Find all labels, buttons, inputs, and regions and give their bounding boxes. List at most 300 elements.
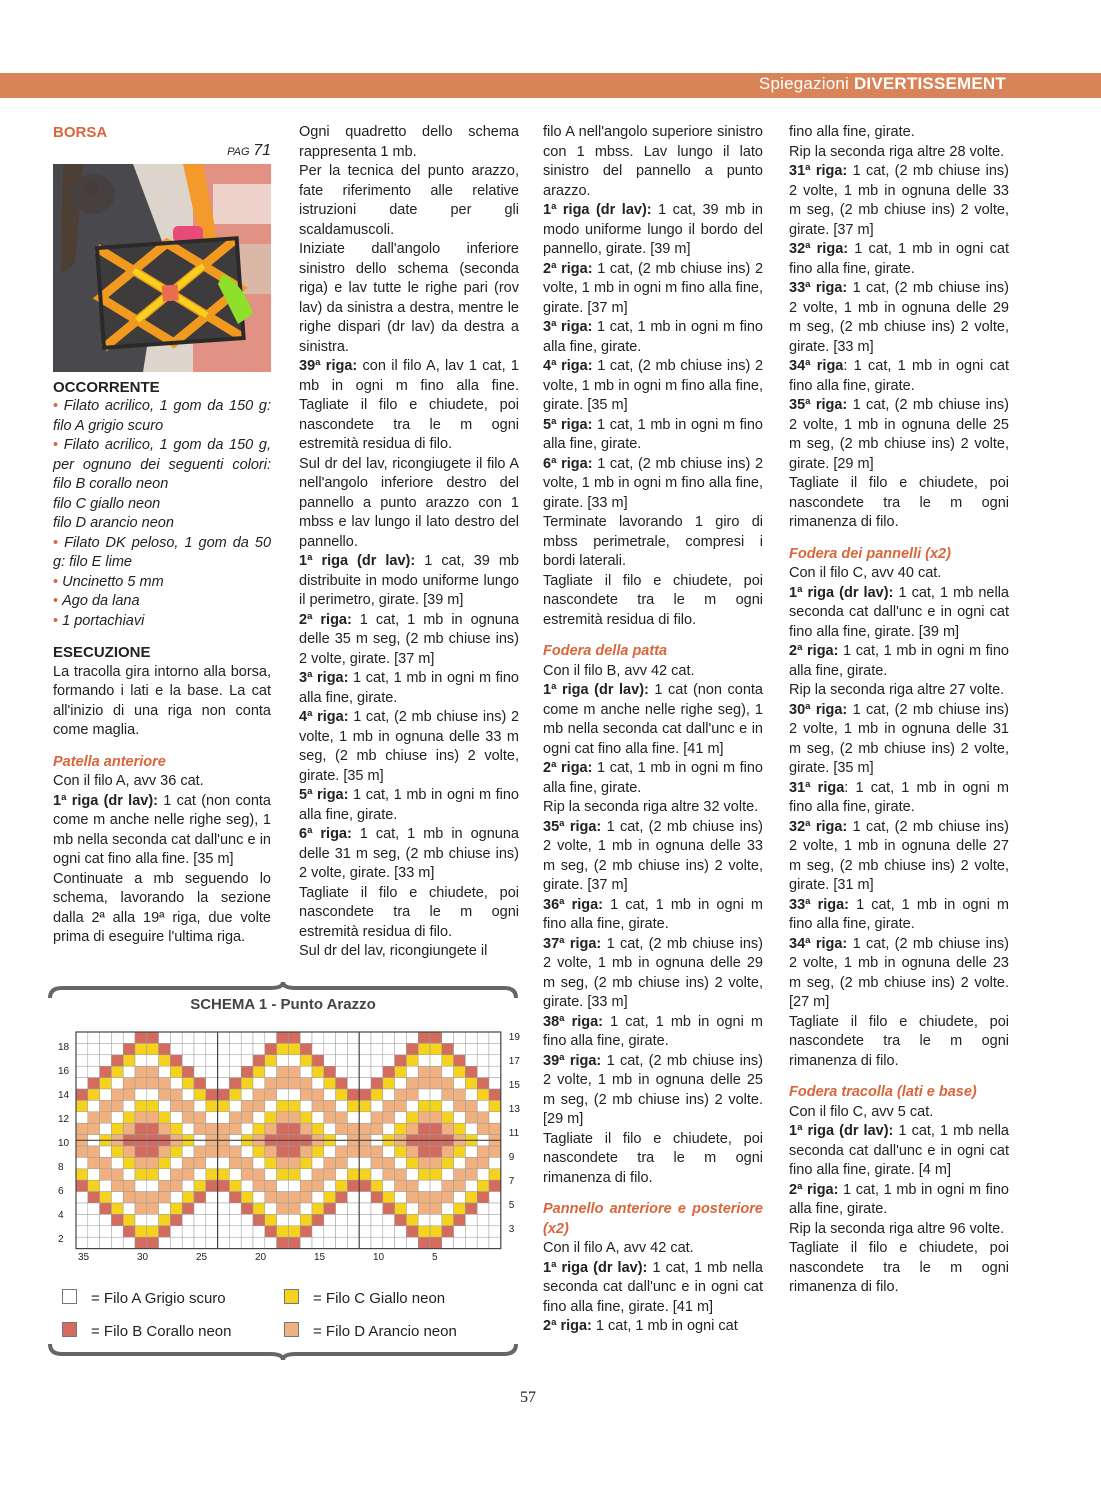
chart-cell xyxy=(88,1043,100,1054)
chart-cell xyxy=(170,1032,182,1043)
chart-cell xyxy=(182,1192,194,1203)
chart-cell xyxy=(477,1157,489,1168)
chart-cell xyxy=(88,1123,100,1134)
chart-cell xyxy=(123,1169,135,1180)
chart-cell xyxy=(418,1169,430,1180)
chart-cell xyxy=(465,1043,477,1054)
chart-cell xyxy=(347,1146,359,1157)
chart-cell xyxy=(288,1203,300,1214)
chart-cell xyxy=(395,1226,407,1237)
y-tick-label-right: 15 xyxy=(508,1080,520,1091)
chart-title: SCHEMA 1 - Punto Arazzo xyxy=(190,996,376,1013)
chart-cell xyxy=(206,1180,218,1191)
chart-cell xyxy=(336,1112,348,1123)
chart-cell xyxy=(123,1157,135,1168)
chart-cell xyxy=(147,1100,159,1111)
chart-cell xyxy=(88,1180,100,1191)
chart-cell xyxy=(170,1066,182,1077)
chart-cell xyxy=(406,1055,418,1066)
chart-cell xyxy=(300,1032,312,1043)
chart-cell xyxy=(100,1214,112,1225)
chart-cell xyxy=(442,1203,454,1214)
chart-cell xyxy=(253,1157,265,1168)
chart-cell xyxy=(88,1112,100,1123)
chart-cell xyxy=(489,1032,501,1043)
chart-cell xyxy=(430,1169,442,1180)
chart-cell xyxy=(288,1157,300,1168)
instruction-row: 1ª riga (dr lav): 1 cat, 39 mb in modo uniforme lungo il bordo del pannello, girate. [39 m] xyxy=(543,202,763,257)
chart-cell xyxy=(430,1032,442,1043)
chart-cell xyxy=(147,1146,159,1157)
chart-cell xyxy=(123,1123,135,1134)
chart-cell xyxy=(454,1089,466,1100)
y-tick-label-left: 14 xyxy=(58,1090,70,1101)
chart-cell xyxy=(194,1192,206,1203)
instruction-text: Terminate lavorando 1 giro di mbss perimetrale, compresi i bordi laterali. xyxy=(543,514,763,569)
chart-cell xyxy=(477,1180,489,1191)
chart-cell xyxy=(277,1089,289,1100)
chart-cell xyxy=(300,1203,312,1214)
material-item: filo D arancio neon xyxy=(53,515,174,531)
chart-cell xyxy=(206,1203,218,1214)
chart-cell xyxy=(454,1203,466,1214)
chart-cell xyxy=(418,1066,430,1077)
chart-cell xyxy=(336,1169,348,1180)
occorrente-title: OCCORRENTE xyxy=(53,378,160,396)
chart-cell xyxy=(170,1043,182,1054)
chart-cell xyxy=(406,1237,418,1248)
chart-cell xyxy=(347,1192,359,1203)
chart-cell xyxy=(324,1146,336,1157)
chart-cell xyxy=(241,1203,253,1214)
chart-cell xyxy=(312,1192,324,1203)
chart-cell xyxy=(277,1203,289,1214)
chart-cell xyxy=(489,1226,501,1237)
chart-cell xyxy=(88,1089,100,1100)
instruction-text: Tagliate il filo e chiudete, poi nascondete tra le m ogni estremità residua di filo. xyxy=(543,572,763,628)
chart-cell xyxy=(135,1078,147,1089)
chart-cell xyxy=(359,1032,371,1043)
chart-cell xyxy=(88,1192,100,1203)
x-tick-label: 20 xyxy=(255,1251,267,1263)
instruction-text: Rip la seconda riga altre 32 volte. xyxy=(543,799,759,815)
chart-cell xyxy=(312,1214,324,1225)
chart-cell xyxy=(336,1226,348,1237)
chart-cell xyxy=(111,1214,123,1225)
chart-cell xyxy=(88,1237,100,1248)
chart-cell xyxy=(442,1180,454,1191)
chart-cell xyxy=(277,1226,289,1237)
instruction-text: filo A nell'angolo superiore sinistro con 1 mbss. Lav lungo il lato sinistro del pannello a punto arazzo. xyxy=(543,124,763,199)
chart-cell xyxy=(477,1203,489,1214)
instruction-text: Con il filo B, avv 42 cat. xyxy=(543,662,695,679)
chart-cell xyxy=(253,1055,265,1066)
chart-cell xyxy=(265,1192,277,1203)
y-tick-label-left: 12 xyxy=(58,1114,70,1125)
chart-cell xyxy=(477,1214,489,1225)
chart-cell xyxy=(182,1180,194,1191)
chart-cell xyxy=(300,1089,312,1100)
chart-cell xyxy=(336,1214,348,1225)
chart-cell xyxy=(159,1157,171,1168)
instruction-row: 3ª riga: 1 cat, 1 mb in ogni m fino alla fine, girate. xyxy=(543,319,763,355)
chart-cell xyxy=(395,1078,407,1089)
chart-cell xyxy=(265,1226,277,1237)
chart-cell xyxy=(324,1078,336,1089)
chart-cell xyxy=(288,1226,300,1237)
chart-cell xyxy=(88,1169,100,1180)
chart-cell xyxy=(300,1192,312,1203)
chart-cell xyxy=(100,1043,112,1054)
chart-cell xyxy=(218,1169,230,1180)
chart-cell xyxy=(406,1100,418,1111)
instruction-text: Ogni quadretto dello schema rappresenta 1 mb. xyxy=(299,124,519,160)
chart-cell xyxy=(324,1180,336,1191)
chart-cell xyxy=(170,1237,182,1248)
chart-cell xyxy=(265,1100,277,1111)
chart-cell xyxy=(76,1123,88,1134)
chart-cell xyxy=(347,1169,359,1180)
legend-item-b: = Filo B Corallo neon xyxy=(62,1322,232,1340)
chart-cell xyxy=(229,1214,241,1225)
chart-cell xyxy=(465,1146,477,1157)
chart-cell xyxy=(265,1214,277,1225)
chart-cell xyxy=(430,1066,442,1077)
chart-cell xyxy=(442,1169,454,1180)
chart-cell xyxy=(194,1066,206,1077)
chart-cell xyxy=(489,1078,501,1089)
chart-cell xyxy=(170,1100,182,1111)
chart-cell xyxy=(100,1032,112,1043)
chart-cell xyxy=(265,1146,277,1157)
chart-cell xyxy=(489,1157,501,1168)
chart-cell xyxy=(359,1169,371,1180)
chart-cell xyxy=(477,1078,489,1089)
chart-cell xyxy=(371,1203,383,1214)
y-tick-label-left: 6 xyxy=(58,1186,64,1197)
legend-item-c: = Filo C Giallo neon xyxy=(284,1289,445,1307)
chart-cell xyxy=(406,1214,418,1225)
chart-cell xyxy=(147,1055,159,1066)
chart-cell xyxy=(253,1146,265,1157)
chart-cell xyxy=(277,1214,289,1225)
chart-cell xyxy=(218,1123,230,1134)
chart-cell xyxy=(442,1237,454,1248)
chart-cell xyxy=(288,1237,300,1248)
esecuzione-text: La tracolla gira intorno alla borsa, formando i lati e la base. La cat all'inizio di una riga non conta come maglia. xyxy=(53,663,271,738)
chart-cell xyxy=(418,1192,430,1203)
section-title: Fodera dei pannelli (x2) xyxy=(789,545,951,562)
chart-cell xyxy=(288,1192,300,1203)
y-tick-label-left: 2 xyxy=(58,1234,64,1245)
chart-cell xyxy=(371,1169,383,1180)
chart-cell xyxy=(170,1112,182,1123)
chart-cell xyxy=(194,1123,206,1134)
chart-cell xyxy=(206,1066,218,1077)
chart-cell xyxy=(395,1066,407,1077)
chart-cell xyxy=(406,1089,418,1100)
chart-cell xyxy=(147,1237,159,1248)
instruction-text: Tagliate il filo e chiudete, poi nascondete tra le m ogni rimanenza di filo. xyxy=(789,1013,1009,1069)
chart-cell xyxy=(159,1180,171,1191)
chart-cell xyxy=(312,1055,324,1066)
chart-cell xyxy=(159,1055,171,1066)
chart-cell xyxy=(253,1123,265,1134)
chart-cell xyxy=(194,1226,206,1237)
x-tick-label: 10 xyxy=(373,1251,385,1263)
chart-cell xyxy=(465,1180,477,1191)
chart-cell xyxy=(395,1032,407,1043)
chart-cell xyxy=(265,1203,277,1214)
chart-cell xyxy=(159,1066,171,1077)
instruction-row: 3ª riga: 1 cat, 1 mb in ogni m fino alla fine, girate. xyxy=(299,670,519,706)
chart-cell xyxy=(170,1226,182,1237)
chart-cell xyxy=(253,1100,265,1111)
chart-cell xyxy=(229,1032,241,1043)
chart-cell xyxy=(477,1226,489,1237)
chart-cell xyxy=(76,1089,88,1100)
chart-cell xyxy=(477,1169,489,1180)
chart-cell xyxy=(324,1226,336,1237)
chart-cell xyxy=(218,1226,230,1237)
chart-cell xyxy=(111,1066,123,1077)
bag-photo xyxy=(53,164,271,372)
chart-cell xyxy=(76,1169,88,1180)
chart-cell xyxy=(359,1066,371,1077)
chart-cell xyxy=(477,1055,489,1066)
chart-cell xyxy=(76,1078,88,1089)
chart-cell xyxy=(477,1112,489,1123)
chart-cell xyxy=(253,1214,265,1225)
chart-cell xyxy=(324,1237,336,1248)
chart-cell xyxy=(277,1078,289,1089)
instruction-row: 32ª riga: 1 cat, 1 mb in ogni cat fino alla fine, girate. xyxy=(789,241,1009,277)
chart-cell xyxy=(477,1100,489,1111)
chart-cell xyxy=(170,1180,182,1191)
instruction-row: 2ª riga: 1 cat, 1 mb in ogni m fino alla fine, girate. xyxy=(543,760,763,796)
chart-cell xyxy=(300,1055,312,1066)
instruction-text: Per la tecnica del punto arazzo, fate riferimento alle relative istruzioni date per gli scaldamuscoli. xyxy=(299,163,519,238)
chart-cell xyxy=(123,1066,135,1077)
chart-cell xyxy=(111,1237,123,1248)
chart-cell xyxy=(123,1112,135,1123)
chart-cell xyxy=(88,1203,100,1214)
instruction-row: 34ª riga: 1 cat, 1 mb in ogni cat fino alla fine, girate. xyxy=(789,358,1009,394)
chart-cell xyxy=(418,1112,430,1123)
column-4 xyxy=(789,123,1009,1298)
chart-cell xyxy=(324,1214,336,1225)
chart-cell xyxy=(430,1043,442,1054)
chart-cell xyxy=(395,1112,407,1123)
chart-cell xyxy=(489,1214,501,1225)
chart-cell xyxy=(206,1112,218,1123)
chart-cell xyxy=(489,1169,501,1180)
chart-cell xyxy=(371,1123,383,1134)
chart-cell xyxy=(206,1089,218,1100)
chart-cell xyxy=(241,1055,253,1066)
chart-cell xyxy=(111,1043,123,1054)
chart-cell xyxy=(336,1032,348,1043)
chart-cell xyxy=(489,1203,501,1214)
chart-cell xyxy=(336,1157,348,1168)
chart-cell xyxy=(88,1214,100,1225)
instruction-text: Tagliate il filo e chiudete, poi nascondete tra le m ogni estremità residua di filo. xyxy=(299,884,519,940)
chart-cell xyxy=(383,1226,395,1237)
chart-cell xyxy=(206,1214,218,1225)
chart-cell xyxy=(418,1203,430,1214)
instruction-row: 5ª riga: 1 cat, 1 mb in ogni m fino alla fine, girate. xyxy=(299,787,519,823)
chart-cell xyxy=(111,1180,123,1191)
chart-cell xyxy=(312,1078,324,1089)
chart-cell xyxy=(265,1032,277,1043)
chart-cell xyxy=(277,1157,289,1168)
chart-cell xyxy=(288,1078,300,1089)
chart-cell xyxy=(277,1100,289,1111)
chart-cell xyxy=(406,1180,418,1191)
chart-cell xyxy=(383,1146,395,1157)
chart-cell xyxy=(477,1066,489,1077)
chart-cell xyxy=(147,1032,159,1043)
chart-cell xyxy=(465,1226,477,1237)
chart-cell xyxy=(430,1123,442,1134)
chart-cell xyxy=(111,1100,123,1111)
chart-cell xyxy=(182,1055,194,1066)
chart-cell xyxy=(454,1112,466,1123)
chart-cell xyxy=(336,1078,348,1089)
chart-cell xyxy=(123,1180,135,1191)
chart-cell xyxy=(288,1032,300,1043)
instruction-text: Rip la seconda riga altre 28 volte. xyxy=(789,143,1005,160)
materials-list xyxy=(53,397,271,631)
chart-cell xyxy=(76,1214,88,1225)
chart-cell xyxy=(359,1192,371,1203)
chart-cell xyxy=(277,1123,289,1134)
chart-cell xyxy=(123,1192,135,1203)
chart-cell xyxy=(454,1146,466,1157)
chart-cell xyxy=(123,1100,135,1111)
chart-cell xyxy=(418,1214,430,1225)
chart-cell xyxy=(159,1100,171,1111)
chart-cell xyxy=(395,1169,407,1180)
instruction-row: 39ª riga: 1 cat, (2 mb chiuse ins) 2 volte, 1 mb in ognuna delle 25 m seg, (2 mb chiuse ins) 2 volte. [29 m] xyxy=(543,1052,763,1127)
chart-cell xyxy=(135,1032,147,1043)
chart-cell xyxy=(111,1032,123,1043)
chart-cell xyxy=(430,1089,442,1100)
chart-cell xyxy=(430,1078,442,1089)
chart-cell xyxy=(454,1032,466,1043)
chart-cell xyxy=(359,1180,371,1191)
chart-cell xyxy=(324,1169,336,1180)
chart-cell xyxy=(229,1237,241,1248)
material-item: • Uncinetto 5 mm xyxy=(53,573,164,590)
instruction-row: 33ª riga: 1 cat, (2 mb chiuse ins) 2 volte, 1 mb in ognuna delle 29 m seg, (2 mb chiuse ins) 2 volte, girate. [33 m] xyxy=(789,280,1009,355)
chart-cell xyxy=(182,1157,194,1168)
page-ref: PAG 71 xyxy=(227,141,271,159)
chart-cell xyxy=(194,1214,206,1225)
chart-cell xyxy=(170,1203,182,1214)
chart-cell xyxy=(265,1123,277,1134)
chart-cell xyxy=(182,1100,194,1111)
chart-cell xyxy=(229,1169,241,1180)
instruction-row: 1ª riga (dr lav): 1 cat, 1 mb nella seconda cat dall'unc e in ogni cat fino alla fine, girate. [4 m] xyxy=(789,1123,1009,1178)
chart-cell xyxy=(383,1123,395,1134)
chart-cell xyxy=(324,1066,336,1077)
chart-cell xyxy=(218,1078,230,1089)
chart-cell xyxy=(135,1089,147,1100)
chart-cell xyxy=(418,1055,430,1066)
chart-cell xyxy=(206,1157,218,1168)
x-tick-label: 5 xyxy=(432,1251,438,1263)
chart-cell xyxy=(324,1157,336,1168)
chart-cell xyxy=(300,1043,312,1054)
instruction-row: 35ª riga: 1 cat, (2 mb chiuse ins) 2 volte, 1 mb in ognuna delle 33 m seg, (2 mb chiuse ins) 2 volte, girate. [37 m] xyxy=(543,818,763,893)
chart-cell xyxy=(300,1100,312,1111)
chart-cell xyxy=(100,1203,112,1214)
chart-cell xyxy=(371,1089,383,1100)
chart-cell xyxy=(135,1123,147,1134)
chart-cell xyxy=(111,1078,123,1089)
instruction-row: 33ª riga: 1 cat, 1 mb in ogni m fino alla fine, girate. xyxy=(789,896,1009,932)
chart-cell xyxy=(123,1055,135,1066)
chart-cell xyxy=(288,1089,300,1100)
chart-cell xyxy=(76,1157,88,1168)
chart-cell xyxy=(477,1032,489,1043)
chart-cell xyxy=(277,1192,289,1203)
chart-cell xyxy=(312,1237,324,1248)
chart-cell xyxy=(347,1203,359,1214)
chart-cell xyxy=(288,1043,300,1054)
chart-cell xyxy=(383,1157,395,1168)
instruction-row: 30ª riga: 1 cat, (2 mb chiuse ins) 2 volte, 1 mb in ognuna delle 31 m seg, (2 mb chiuse ins) 2 volte, girate. [35 m] xyxy=(789,701,1009,776)
chart-cell xyxy=(288,1066,300,1077)
chart-cell xyxy=(336,1055,348,1066)
chart-cell xyxy=(442,1157,454,1168)
chart-cell xyxy=(123,1203,135,1214)
chart-cell xyxy=(88,1157,100,1168)
x-tick-label: 35 xyxy=(78,1251,90,1263)
chart-cell xyxy=(288,1055,300,1066)
chart-cell xyxy=(170,1123,182,1134)
instruction-row: 1ª riga (dr lav): 1 cat, 1 mb nella seconda cat dall'unc e in ogni cat fino alla fine, girate. [41 m] xyxy=(543,1259,763,1315)
chart-cell xyxy=(371,1032,383,1043)
chart-cell xyxy=(336,1123,348,1134)
chart-cell xyxy=(76,1237,88,1248)
chart-cell xyxy=(135,1112,147,1123)
chart-cell xyxy=(229,1112,241,1123)
chart-cell xyxy=(430,1203,442,1214)
chart-cell xyxy=(395,1123,407,1134)
chart-cell xyxy=(111,1089,123,1100)
chart-cell xyxy=(170,1089,182,1100)
page-number: 57 xyxy=(520,1389,536,1406)
chart-cell xyxy=(253,1043,265,1054)
chart-cell xyxy=(241,1043,253,1054)
chart-cell xyxy=(454,1214,466,1225)
chart-cell xyxy=(182,1203,194,1214)
chart-cell xyxy=(477,1237,489,1248)
chart-cell xyxy=(312,1157,324,1168)
instruction-row: 2ª riga: 1 cat, 1 mb in ogni m fino alla fine, girate. xyxy=(789,1181,1009,1217)
chart-cell xyxy=(76,1032,88,1043)
chart-cell xyxy=(324,1112,336,1123)
chart-cell xyxy=(442,1032,454,1043)
chart-cell xyxy=(159,1226,171,1237)
chart-cell xyxy=(454,1055,466,1066)
chart-cell xyxy=(170,1146,182,1157)
chart-cell xyxy=(76,1100,88,1111)
chart-cell xyxy=(418,1180,430,1191)
y-tick-label-left: 16 xyxy=(58,1066,70,1077)
